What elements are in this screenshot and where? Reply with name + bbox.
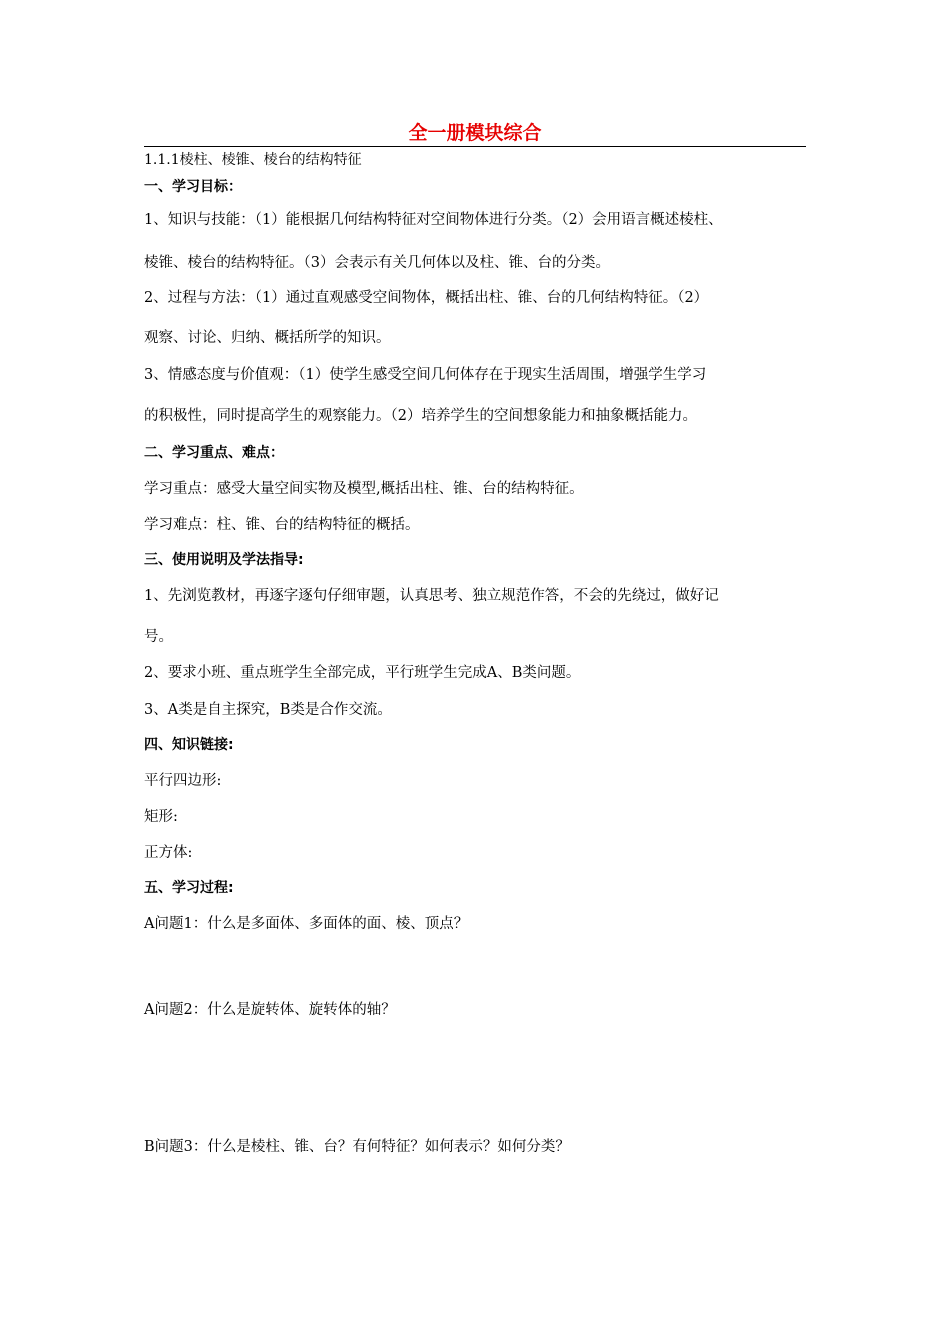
section-heading-key-points: 二、学习重点、难点： (144, 445, 284, 461)
section-heading-knowledge-links: 四、知识链接: (144, 737, 234, 753)
key-difficulty-text: 学习难点：柱、锥、台的结构特征的概括。 (144, 517, 420, 533)
section-heading-goals: 一、学习目标： (144, 179, 242, 195)
goal-item-3-line-1: 3、情感态度与价值观：（1）使学生感受空间几何体存在于现实生活周围，增强学生学习 (144, 367, 707, 383)
section-heading-process: 五、学习过程: (144, 880, 234, 896)
instruction-item-1-line-2: 号。 (144, 629, 173, 645)
goal-item-3-line-2: 的积极性，同时提高学生的观察能力。（2）培养学生的空间想象能力和抽象概括能力。 (144, 408, 697, 424)
process-question-2: A问题2：什么是旋转体、旋转体的轴？ (144, 1002, 396, 1018)
goal-item-1-line-1: 1、知识与技能：（1）能根据几何结构特征对空间物体进行分类。（2）会用语言概述棱柱、 (144, 212, 723, 228)
process-question-1: A问题1：什么是多面体、多面体的面、棱、顶点？ (144, 916, 469, 932)
knowledge-parallelogram: 平行四边形: (144, 773, 222, 789)
goal-item-2-line-2: 观察、讨论、归纳、概括所学的知识。 (144, 330, 391, 346)
section-heading-instructions: 三、使用说明及学法指导: (144, 552, 304, 568)
lesson-subtitle: 1.1.1棱柱、棱锥、棱台的结构特征 (144, 152, 362, 168)
process-question-3: B问题3：什么是棱柱、锥、台？有何特征？如何表示？如何分类？ (144, 1139, 570, 1155)
knowledge-rectangle: 矩形: (144, 809, 178, 825)
key-focus-text: 学习重点：感受大量空间实物及模型,概括出柱、锥、台的结构特征。 (144, 481, 584, 497)
title-underline (144, 146, 806, 147)
knowledge-cube: 正方体: (144, 845, 193, 861)
document-title: 全一册模块综合 (408, 122, 542, 144)
instruction-item-3: 3、A类是自主探究，B类是合作交流。 (144, 702, 392, 718)
instruction-item-1-line-1: 1、先浏览教材，再逐字逐句仔细审题，认真思考、独立规范作答，不会的先绕过，做好记 (144, 588, 719, 604)
goal-item-1-line-2: 棱锥、棱台的结构特征。（3）会表示有关几何体以及柱、锥、台的分类。 (144, 255, 610, 271)
goal-item-2-line-1: 2、过程与方法：（1）通过直观感受空间物体，概括出柱、锥、台的几何结构特征。（2） (144, 290, 709, 306)
instruction-item-2: 2、要求小班、重点班学生全部完成，平行班学生完成A、B类问题。 (144, 665, 581, 681)
